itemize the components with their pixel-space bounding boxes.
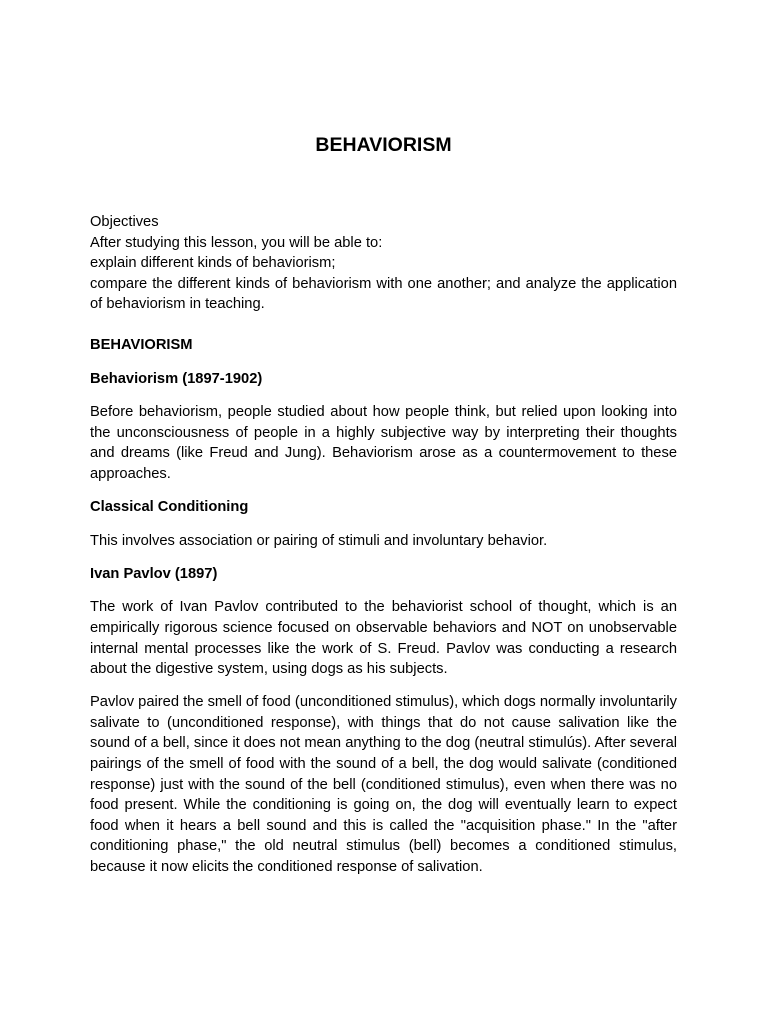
objectives-block bbox=[90, 212, 677, 315]
objectives-item: explain different kinds of behaviorism; bbox=[90, 255, 336, 272]
pavlov-heading: Ivan Pavlov (1897) bbox=[90, 565, 218, 582]
document-body bbox=[90, 335, 677, 890]
behaviorism-heading: Behaviorism (1897-1902) bbox=[90, 370, 263, 387]
behaviorism-paragraph: Before behaviorism, people studied about how people think, but relied upon looking into the unconsciousness of people in a highly subjective way by interpreting their thoughts and dreams (like Freud and Jung). Behaviorism arose as a countermovement to these approaches. bbox=[90, 404, 677, 482]
objectives-intro: After studying this lesson, you will be able to: bbox=[90, 234, 383, 251]
objectives-item: compare the different kinds of behaviorism with one another; and analyze the application of behaviorism in teaching. bbox=[90, 275, 677, 313]
pavlov-paragraph-2: Pavlov paired the smell of food (unconditioned stimulus), which dogs normally involuntarily salivate to (unconditioned response), with things that do not cause salivation like the sound of a bell, since it does not mean anything to the dog (neutral stimulús). After several pairings of the smell of food with the sound of a bell, the dog would salivate (conditioned response) just with the sound of the bell (conditioned stimulus), even when there was no food present. While the conditioning is going on, the dog will eventually learn to expect food when it hears a bell sound and this is called the "acquisition phase." In the "after conditioning phase," the old neutral stimulus (bell) becomes a conditioned stimulus, because it now elicits the conditioned response of salivation. bbox=[90, 694, 677, 875]
document-title: BEHAVIORISM bbox=[315, 134, 452, 156]
classical-conditioning-heading: Classical Conditioning bbox=[90, 499, 249, 516]
section-heading: BEHAVIORISM bbox=[90, 337, 193, 353]
pavlov-paragraph-1: The work of Ivan Pavlov contributed to the behaviorist school of thought, which is an empirically rigorous science focused on observable behaviors and NOT on unobservable internal mental processes like the work of S. Freud. Pavlov was conducting a research about the digestive system, using dogs as his subjects. bbox=[90, 599, 677, 678]
objectives-heading: Objectives bbox=[90, 214, 159, 230]
classical-conditioning-paragraph: This involves association or pairing of stimuli and involuntary behavior. bbox=[90, 532, 548, 549]
